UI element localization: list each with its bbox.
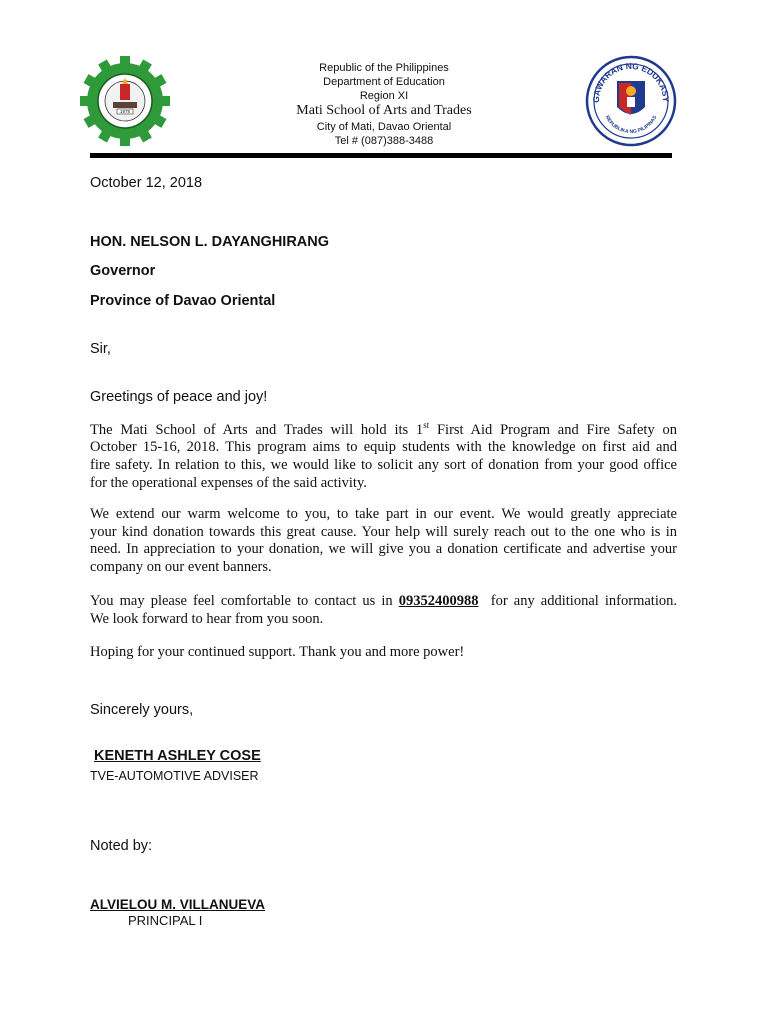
p1-line-3: fire safety. In relation to this, we would like to solicit any sort of donation from your good office <box>90 457 677 474</box>
deped-seal-logo <box>585 55 677 147</box>
paragraph-4: Hoping for your continued support. Thank you and more power! <box>90 644 465 660</box>
p3-line-1: You may please feel comfortable to contact us in 09352400988 for any additional information. <box>90 593 677 609</box>
header-region: Region XI <box>359 90 409 102</box>
noter-title: PRINCIPAL I <box>128 913 203 928</box>
p2-line-3: need. In appreciation to your donation, we will give you a donation certificate and advertise your <box>90 541 677 558</box>
header-department: Department of Education <box>323 76 445 88</box>
header-tel: Tel # (087)388-3488 <box>334 135 434 147</box>
noted-by-label: Noted by: <box>90 838 153 854</box>
seal-bottom-text: REPUBLIKA NG PILIPINAS <box>603 114 659 136</box>
p2-line-2: your kind donation towards this great cause. Your help will surely reach out to the one who is in <box>90 523 677 540</box>
header-city: City of Mati, Davao Oriental <box>316 121 452 133</box>
seal-top-text: GAWARAN NG EDUKASY <box>590 60 672 103</box>
greeting: Greetings of peace and joy! <box>90 389 268 405</box>
p2-line-4: company on our event banners. <box>90 558 272 575</box>
header-republic: Republic of the Philippines <box>319 62 449 74</box>
p2-line-1: We extend our warm welcome to you, to take part in our event. We would greatly appreciate <box>90 506 677 522</box>
recipient-org: Province of Davao Oriental <box>90 293 276 309</box>
recipient-name: HON. NELSON L. DAYANGHIRANG <box>90 234 330 250</box>
recipient-title: Governor <box>90 263 156 279</box>
header-rule <box>90 153 672 158</box>
p3-line-2: We look forward to hear from you soon. <box>90 610 324 627</box>
p1-line-1: The Mati School of Arts and Trades will hold its 1st First Aid Program and Fire Safety on <box>90 420 677 438</box>
paragraph-2 <box>90 506 677 576</box>
header-school-name: Mati School of Arts and Trades <box>296 103 472 118</box>
p1-line-4: for the operational expenses of the said activity. <box>90 474 367 491</box>
logo-year: 1978 <box>119 109 131 114</box>
noter-name: ALVIELOU M. VILLANUEVA <box>90 897 265 912</box>
ordinal-suffix: st <box>423 420 430 430</box>
paragraph-1 <box>90 417 677 492</box>
signer-name: KENETH ASHLEY COSE <box>94 748 261 764</box>
p1-line-2: October 15-16, 2018. This program aims to equip students with the knowledge on first aid and <box>90 439 677 456</box>
salutation: Sir, <box>90 341 111 357</box>
closing: Sincerely yours, <box>90 702 194 718</box>
paragraph-3 <box>90 593 677 628</box>
contact-phone: 09352400988 <box>398 593 479 609</box>
letter-date: October 12, 2018 <box>90 175 203 191</box>
signer-title: TVE-AUTOMOTIVE ADVISER <box>90 769 259 783</box>
